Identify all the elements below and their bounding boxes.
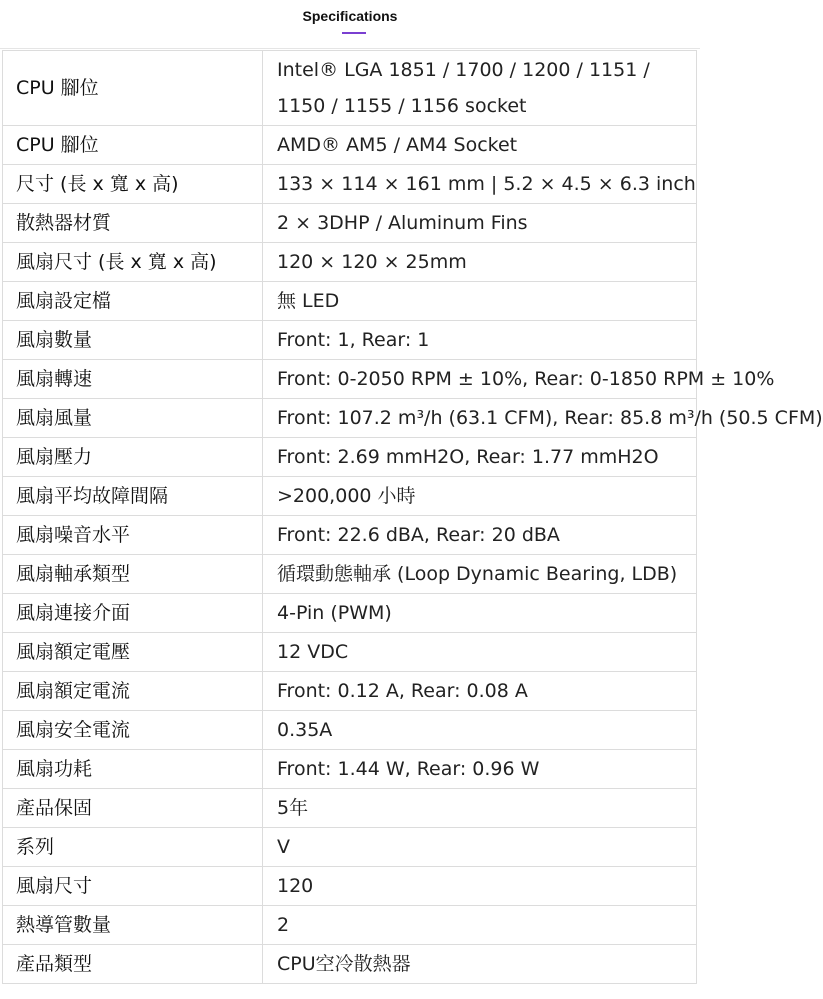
spec-value: >200,000 小時 — [263, 477, 697, 516]
spec-value: 2 — [263, 906, 697, 945]
spec-value: Intel® LGA 1851 / 1700 / 1200 / 1151 / 1150 / 1155 / 1156 socket — [263, 51, 697, 126]
spec-row-fan-rated-voltage — [3, 633, 697, 672]
spec-row-fan-mtbf — [3, 477, 697, 516]
spec-value: V — [263, 828, 697, 867]
spec-label: 風扇轉速 — [3, 360, 263, 399]
spec-value: 循環動態軸承 (Loop Dynamic Bearing, LDB) — [263, 555, 697, 594]
tab-bar — [0, 0, 700, 49]
spec-label: 風扇額定電壓 — [3, 633, 263, 672]
spec-row-heatsink-material — [3, 204, 697, 243]
spec-label: 風扇尺寸 — [3, 867, 263, 906]
spec-row-fan-safety-current — [3, 711, 697, 750]
spec-label: 系列 — [3, 828, 263, 867]
active-tab-indicator — [342, 32, 366, 34]
spec-row-fan-speed — [3, 360, 697, 399]
spec-value: Front: 2.69 mmH2O, Rear: 1.77 mmH2O — [263, 438, 697, 477]
spec-row-fan-airflow — [3, 399, 697, 438]
spec-label: 熱導管數量 — [3, 906, 263, 945]
spec-label: 風扇風量 — [3, 399, 263, 438]
spec-label: CPU 腳位 — [3, 126, 263, 165]
spec-value: AMD® AM5 / AM4 Socket — [263, 126, 697, 165]
spec-row-fan-noise — [3, 516, 697, 555]
spec-value: CPU空冷散熱器 — [263, 945, 697, 984]
spec-value: 無 LED — [263, 282, 697, 321]
spec-row-fan-quantity — [3, 321, 697, 360]
spec-label: 風扇功耗 — [3, 750, 263, 789]
spec-row-fan-rated-current — [3, 672, 697, 711]
specifications-table — [2, 50, 823, 984]
spec-label: CPU 腳位 — [3, 51, 263, 126]
spec-label: 風扇噪音水平 — [3, 516, 263, 555]
spec-label: 尺寸 (長 x 寬 x 高) — [3, 165, 263, 204]
spec-value: 133 × 114 × 161 mm | 5.2 × 4.5 × 6.3 inch — [263, 165, 697, 204]
spec-value: Front: 0-2050 RPM ± 10%, Rear: 0-1850 RPM ± 10% — [263, 360, 697, 399]
spec-row-cpu-socket-intel — [3, 51, 697, 126]
spec-row-fan-power — [3, 750, 697, 789]
spec-row-warranty — [3, 789, 697, 828]
spec-label: 風扇平均故障間隔 — [3, 477, 263, 516]
spec-value: 120 × 120 × 25mm — [263, 243, 697, 282]
spec-label: 風扇尺寸 (長 x 寬 x 高) — [3, 243, 263, 282]
spec-value: Front: 1.44 W, Rear: 0.96 W — [263, 750, 697, 789]
spec-label: 風扇安全電流 — [3, 711, 263, 750]
spec-value: 0.35A — [263, 711, 697, 750]
spec-label: 風扇軸承類型 — [3, 555, 263, 594]
spec-label: 風扇壓力 — [3, 438, 263, 477]
spec-value: 4-Pin (PWM) — [263, 594, 697, 633]
spec-row-fan-pressure — [3, 438, 697, 477]
spec-row-fan-dimensions — [3, 243, 697, 282]
spec-label: 風扇數量 — [3, 321, 263, 360]
spec-label: 風扇設定檔 — [3, 282, 263, 321]
spec-value: Front: 0.12 A, Rear: 0.08 A — [263, 672, 697, 711]
spec-row-fan-size — [3, 867, 697, 906]
spec-row-fan-connector — [3, 594, 697, 633]
spec-value: 2 × 3DHP / Aluminum Fins — [263, 204, 697, 243]
spec-value: 12 VDC — [263, 633, 697, 672]
spec-row-fan-lighting — [3, 282, 697, 321]
spec-label: 風扇額定電流 — [3, 672, 263, 711]
tab-specifications[interactable]: Specifications — [302, 8, 398, 24]
spec-row-fan-bearing — [3, 555, 697, 594]
spec-value: Front: 107.2 m³/h (63.1 CFM), Rear: 85.8 m³/h (50.5 CFM) — [263, 399, 697, 438]
spec-value: Front: 1, Rear: 1 — [263, 321, 697, 360]
spec-value: 5年 — [263, 789, 697, 828]
spec-value: 120 — [263, 867, 697, 906]
spec-label: 風扇連接介面 — [3, 594, 263, 633]
spec-value: Front: 22.6 dBA, Rear: 20 dBA — [263, 516, 697, 555]
spec-label: 產品類型 — [3, 945, 263, 984]
spec-row-cpu-socket-amd — [3, 126, 697, 165]
spec-label: 產品保固 — [3, 789, 263, 828]
spec-row-product-type — [3, 945, 697, 984]
spec-row-heatpipe-count — [3, 906, 697, 945]
spec-row-dimensions — [3, 165, 697, 204]
spec-label: 散熱器材質 — [3, 204, 263, 243]
spec-row-series — [3, 828, 697, 867]
